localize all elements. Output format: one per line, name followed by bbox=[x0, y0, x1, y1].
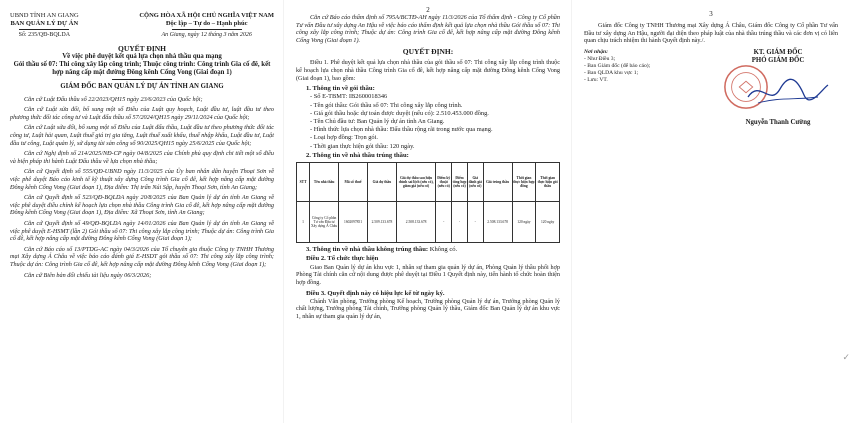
table-cell: 2.508.133.678 bbox=[483, 202, 512, 243]
legal-basis-7: Căn cứ Quyết định số 49/QĐ-BQLDA ngày 14/01/2026 của Ban Quản lý dự án tỉnh An Giang về việc phê duyệt E-HSMT (lần 2) Gói thầu số 07: Thi công xây lắp công trình; Thuộc dự án: Công trình Gia cố đê, kết hợp nâng cấp mặt đường Đông kênh Cống Vong (Giai đoạn 1); bbox=[10, 220, 274, 243]
signer-name: Nguyễn Thanh Cường bbox=[745, 119, 811, 127]
section-winning-bidder: 2. Thông tin về nhà thầu trúng thầu: bbox=[306, 151, 409, 159]
winning-bidder-table bbox=[296, 162, 560, 243]
table-cell: 2.509.133.678 bbox=[367, 202, 396, 243]
recipient-item: - Lưu: VT. bbox=[584, 76, 608, 83]
package-info-item: - Thời gian thực hiện gói thầu: 120 ngày. bbox=[310, 142, 415, 150]
package-info-item: - Hình thức lựa chọn nhà thầu: Đấu thầu rộng rãi trong nước qua mạng. bbox=[310, 126, 493, 134]
table-cell: Công ty Cổ phần Tư vấn Đầu tư Xây dựng Á Châu bbox=[310, 202, 339, 243]
national-motto bbox=[139, 12, 274, 40]
decision-heading: QUYẾT ĐỊNH: bbox=[402, 47, 454, 57]
col-header: Thời gian thực hiện hợp đồng bbox=[512, 163, 536, 202]
article-1: Điều 1. Phê duyệt kết quả lựa chọn nhà thầu của gói thầu số 07: Thi công xây lắp công trình thuộc kế hoạch lựa chọn nhà thầu Công trình Gia cố đê, kết hợp nâng cấp mặt đường Đông kênh Cống Vong (Giai đoạn 1), bao gồm: bbox=[296, 59, 560, 82]
table-row bbox=[297, 202, 560, 243]
table-cell: 1 bbox=[297, 202, 310, 243]
page-number-2: 2 bbox=[426, 6, 430, 14]
org-line2: BAN QUẢN LÝ DỰ ÁN bbox=[10, 20, 79, 27]
signer bbox=[718, 49, 838, 128]
motto-underline bbox=[172, 29, 242, 30]
legal-basis-2: Căn cứ Luật sửa đổi, bổ sung một số Điều của Luật quy hoạch, Luật đầu tư, luật đầu tư theo phương thức đối tác công tư và Luật đấu thầu số 57/2024/QH15 ngày 29/11/2024 của Quốc hội; bbox=[10, 106, 274, 121]
execution-responsibility: Giám đốc Công ty TNHH Thương mại Xây dựng Á Châu, Giám đốc Công ty Cổ phần Tư vấn Đầu tư xây dựng An Hậu, người đại diện theo pháp luật của nhà thầu trúng thầu và các đơn vị có liên quan chịu trách nhiệm thi hành Quyết định này./. bbox=[584, 22, 838, 45]
table-cell: - bbox=[467, 202, 483, 243]
recipient-item: - Ban QLDA khu vực 1; bbox=[584, 69, 639, 76]
org-underline bbox=[19, 29, 69, 30]
package-info-item: - Tên Chủ đầu tư: Ban Quản lý dự án tỉnh An Giang. bbox=[310, 118, 445, 126]
decision-title: QUYẾT ĐỊNH bbox=[118, 43, 166, 53]
article-2-text: Giao Ban Quản lý dự án khu vực 1, nhân sự tham gia quản lý dự án, Phòng Quản lý thầu phối hợp Phòng Tài chính căn cứ nội dung được phê duyệt tại Điều 1 Quyết định này, tiến hành tổ chức hoàn thiện hợp đồng. bbox=[296, 263, 560, 286]
losing-bidders-value: Không có. bbox=[429, 246, 458, 254]
table-cell: 1602097851 bbox=[339, 202, 368, 243]
signature-area bbox=[718, 67, 838, 117]
recipients-title: Nơi nhận: bbox=[584, 48, 608, 55]
package-info-item: - Loại hợp đồng: Trọn gói. bbox=[310, 134, 378, 142]
legal-basis-4: Căn cứ Nghị định số 214/2025/NĐ-CP ngày 04/8/2025 của Chính phủ quy định chi tiết một số điều và biện pháp thi hành Luật Đấu thầu về lựa chọn nhà thầu; bbox=[10, 150, 274, 165]
nation-line2: Độc lập – Tự do – Hạnh phúc bbox=[165, 20, 248, 27]
document-page-3 bbox=[572, 0, 852, 423]
article-3-text: Chánh Văn phòng, Trưởng phòng Kế hoạch, Trưởng phòng Quản lý dự án, Trưởng phòng Quản lý chất lượng, Trưởng phòng Tài chính, Trưởng phòng Quản lý thầu, Giám đốc Ban Quản lý dự án khu vực 1, nhân sự tham gia quản lý dự án, bbox=[296, 297, 560, 321]
col-header: Điểm kỹ thuật (nếu có) bbox=[436, 163, 452, 202]
nation-line1: CỘNG HÒA XÃ HỘI CHỦ NGHĨA VIỆT NAM bbox=[139, 12, 274, 19]
place-date: An Giang, ngày 12 tháng 3 năm 2026 bbox=[161, 32, 252, 38]
col-header: Giá dự thầu bbox=[367, 163, 396, 202]
issuing-organization bbox=[10, 12, 79, 40]
table-cell: - bbox=[436, 202, 452, 243]
table-cell: 120 ngày bbox=[512, 202, 536, 243]
sign-position: PHÓ GIÁM ĐỐC bbox=[751, 57, 805, 65]
document-number: Số: 235/QĐ-BQLDA bbox=[18, 32, 71, 38]
recipient-item: - Ban Giám đốc (để báo cáo); bbox=[584, 62, 651, 69]
package-description: Gói thầu số 07: Thi công xây lắp công trình; Thuộc công trình: Công trình Gia cố đê, kết hợp nâng cấp mặt đường Đông kênh Cống Vong (Giai đoạn 1) bbox=[13, 60, 271, 77]
sign-authority: KT. GIÁM ĐỐC bbox=[753, 48, 803, 56]
document-page-1 bbox=[0, 0, 284, 423]
col-header: Mã số thuế bbox=[339, 163, 368, 202]
corner-check-mark: ✓ bbox=[842, 352, 850, 362]
recipients-list bbox=[584, 49, 704, 128]
table-cell: 120 ngày bbox=[536, 202, 560, 243]
handwritten-signature-icon bbox=[718, 67, 838, 117]
title-underline bbox=[112, 79, 172, 80]
package-info-item: - Tên gói thầu: Gói thầu số 07: Thi công xây lắp công trình. bbox=[310, 101, 463, 109]
decision-subject: Về việc phê duyệt kết quả lựa chọn nhà thầu qua mạng bbox=[62, 52, 222, 60]
col-header: Giá dự thầu sau hiệu chỉnh sai lệch (nếu có), giảm giá (nếu có) bbox=[396, 163, 435, 202]
section-package-info: 1. Thông tin về gói thầu: bbox=[306, 85, 375, 93]
package-info-item: - Giá gói thầu hoặc dự toán được duyệt (nếu có): 2.510.453.000 đồng. bbox=[310, 109, 489, 117]
signature-block bbox=[584, 49, 838, 128]
legal-basis-9: Căn cứ Biên bản đối chiếu tài liệu ngày 06/3/2026; bbox=[24, 271, 152, 279]
section-losing-bidders bbox=[296, 246, 560, 254]
col-header: STT bbox=[297, 163, 310, 202]
losing-bidders-label: 3. Thông tin về nhà thầu không trúng thầu: bbox=[306, 246, 429, 254]
col-header: Thời gian thực hiện gói thầu bbox=[536, 163, 560, 202]
table-cell: - bbox=[452, 202, 468, 243]
table-cell: 2.508.133.678 bbox=[396, 202, 435, 243]
table-header-row bbox=[297, 163, 560, 202]
page1-header bbox=[10, 12, 274, 40]
document-page-2 bbox=[284, 0, 572, 423]
package-info-item: - Số E-TBMT: IB2600018346 bbox=[310, 93, 388, 101]
legal-basis-5: Căn cứ Quyết định số 555/QĐ-UBND ngày 11/3/2025 của Ủy ban nhân dân huyện Thoại Sơn về việc phê duyệt Báo cáo kinh tế kỹ thuật xây dựng Công trình Gia cố đê, kết hợp nâng cấp mặt đường Đông kênh Cống Vong (Giai đoạn 1), Địa điểm: Thị trấn Núi Sập, huyện Thoại Sơn, tỉnh An Giang; bbox=[10, 168, 274, 191]
article-2-heading: Điều 2. Tổ chức thực hiện bbox=[306, 255, 379, 263]
director-title: GIÁM ĐỐC BAN QUẢN LÝ DỰ ÁN TỈNH AN GIANG bbox=[60, 83, 224, 91]
article-3-heading: Điều 3. Quyết định này có hiệu lực kể từ ngày ký. bbox=[306, 289, 445, 297]
legal-basis-8: Căn cứ Báo cáo số 13/PTDG-AC ngày 04/3/2026 của Tổ chuyên gia thuộc Công ty TNHH Thương mại Xây dựng Á Châu về việc báo cáo đánh giá E-HSDT gói thầu số 07: Thi công xây lắp công trình; Thuộc dự án: Công trình Gia cố đê, kết hợp nâng cấp mặt đường Đông kênh Cống Vong (Giai đoạn 1); bbox=[10, 245, 274, 268]
recipient-item: - Như Điều 3; bbox=[584, 55, 616, 62]
col-header: Giá đánh giá (nếu có) bbox=[467, 163, 483, 202]
org-line1: UBND TỈNH AN GIANG bbox=[10, 12, 79, 19]
appraisal-basis: Căn cứ Báo cáo thẩm định số 795A/BCTĐ-AH ngày 11/3/2026 của Tổ thẩm định - Công ty Cổ phần Tư vấn Đầu tư xây dựng An Hậu về việc báo cáo thẩm định kết quả lựa chọn nhà thầu Gói thầu số 07: Thi công xây lắp công trình; Thuộc dự án: Công trình Gia cố đê, kết hợp nâng cấp mặt đường Đông kênh Cống Vong (Giai đoạn 1). bbox=[296, 14, 560, 44]
page-number-3: 3 bbox=[709, 10, 713, 18]
legal-basis-6: Căn cứ Quyết định số 523/QĐ-BQLDA ngày 20/8/2025 của Ban Quản lý dự án tỉnh An Giang về việc phê duyệt điều chỉnh kế hoạch lựa chọn nhà thầu Công trình Gia cố đê, kết hợp nâng cấp mặt đường Đông kênh Cống Vong (Giai đoạn 1), Địa điểm: Xã Thoại Sơn, tỉnh An Giang; bbox=[10, 194, 274, 217]
col-header: Tên nhà thầu bbox=[310, 163, 339, 202]
col-header: Giá trúng thầu bbox=[483, 163, 512, 202]
col-header: Điểm tổng hợp (nếu có) bbox=[452, 163, 468, 202]
legal-basis-1: Căn cứ Luật Đấu thầu số 22/2023/QH15 ngày 23/6/2023 của Quốc hội; bbox=[24, 95, 203, 103]
legal-basis-3: Căn cứ Luật sửa đổi, bổ sung một số Điều của Luật đấu thầu, Luật đầu tư theo phương thức đối tác công tư, Luật hải quan, Luật thuế giá trị gia tăng, Luật thuế xuất khẩu, thuế nhập khẩu, Luật đầu tư, Luật đầu tư công, Luật quản lý, sử dụng tài sản công số 90/2025/QH15 ngày 25/6/2025 của Quốc hội; bbox=[10, 124, 274, 147]
